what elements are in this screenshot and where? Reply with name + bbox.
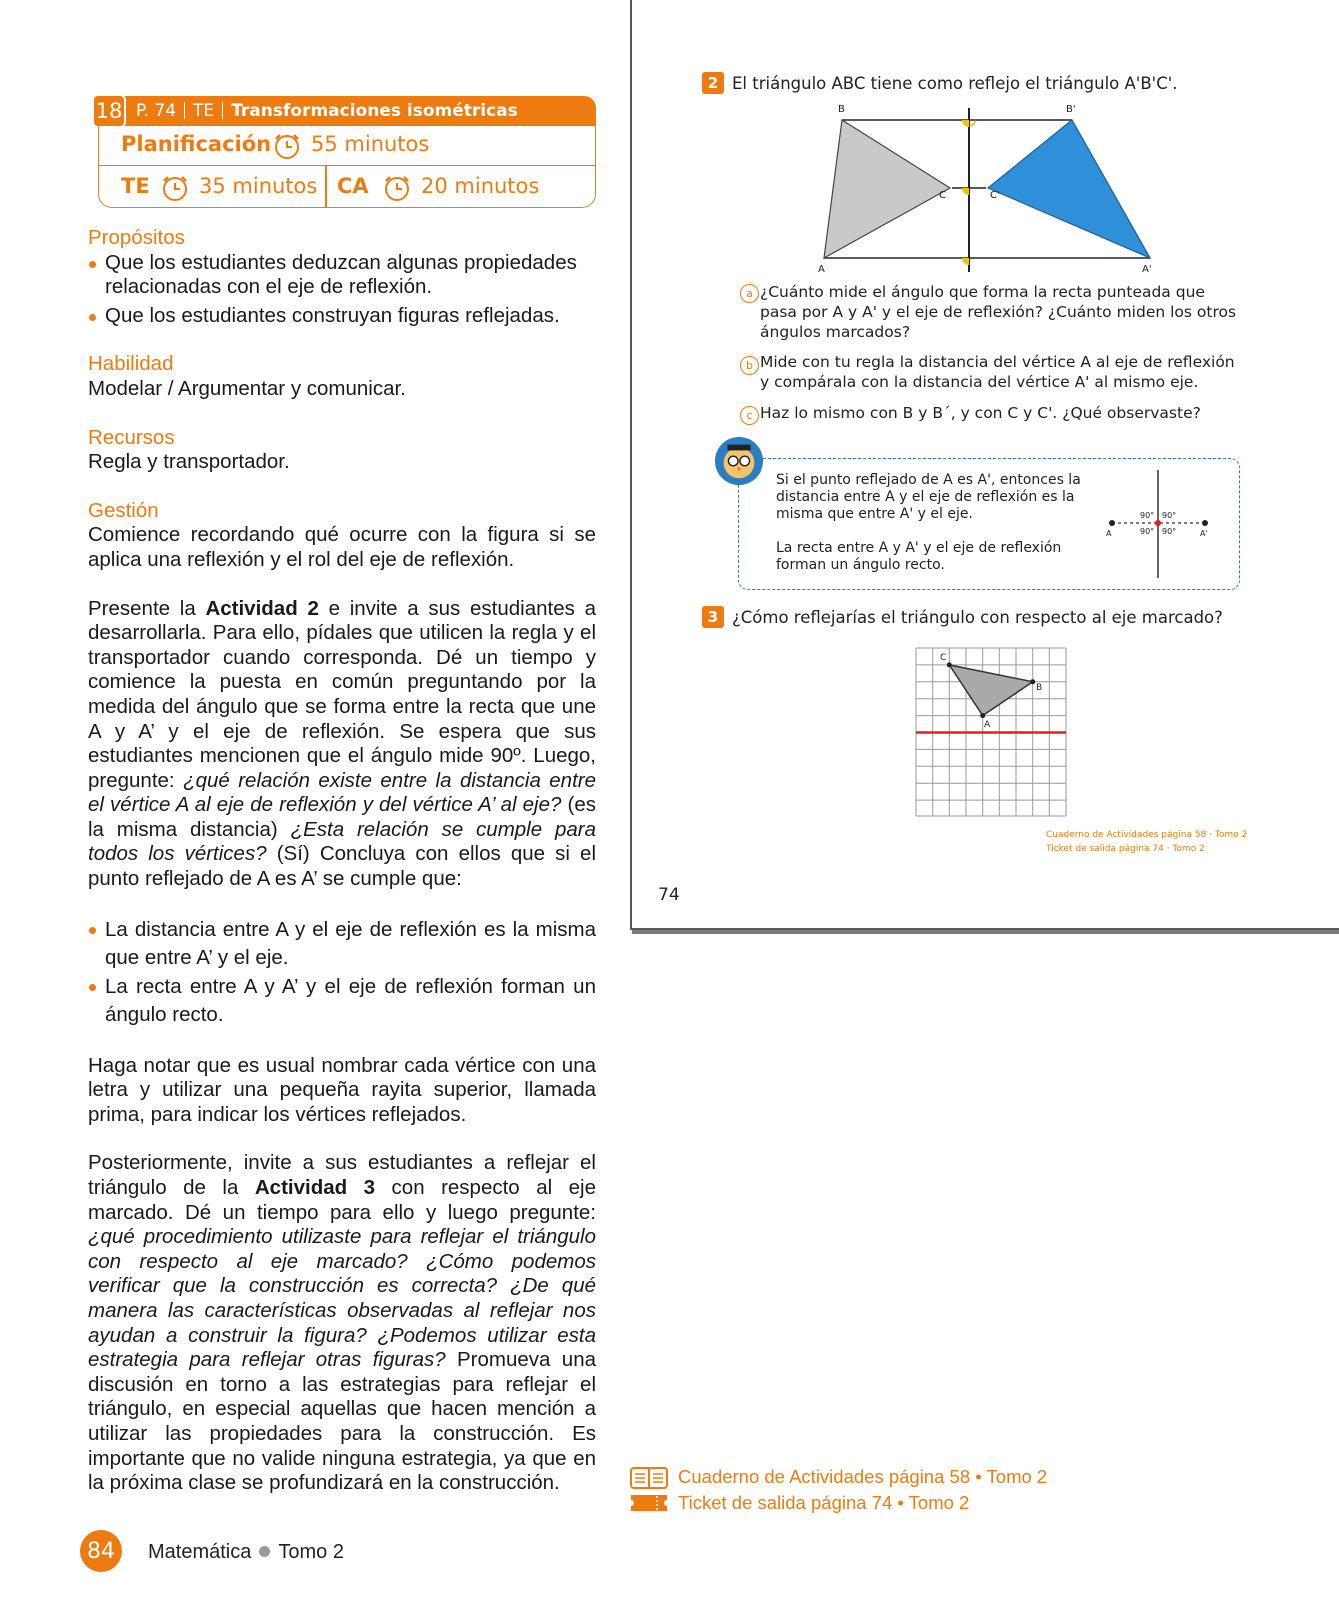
section-heading-gestion: Gestión	[88, 498, 159, 522]
lesson-title: Transformaciones isométricas	[231, 101, 518, 121]
question-text: El triángulo ABC tiene como reflejo el triángulo A'B'C'.	[732, 74, 1178, 93]
subquestion-b: Mide con tu regla la distancia del vértice A al eje de reflexión y compárala con la distancia del vértice A' al mismo eje.	[760, 353, 1235, 391]
teacher-guide-text	[88, 226, 596, 1496]
lesson-number-badge: 18	[92, 94, 126, 128]
svg-text:A: A	[984, 720, 991, 730]
svg-text:A': A'	[1200, 529, 1208, 538]
question-number: 2	[702, 72, 724, 94]
section-heading-propositos: Propósitos	[88, 226, 185, 249]
svg-text:90°: 90°	[1140, 527, 1155, 536]
notebook-icon	[630, 1467, 668, 1489]
purpose-item: Que los estudiantes deduzcan algunas propiedades relacionadas con el eje de reflexión.	[88, 251, 596, 300]
lesson-header-text	[136, 101, 518, 121]
vertex-label-a-prime: A'	[1142, 264, 1152, 275]
subquestion-mark: c	[740, 406, 759, 425]
clock-icon	[159, 174, 191, 202]
hint-text-distance: Si el punto reflejado de A es A', entonces la distancia entre A y el eje de reflexión es la misma que entre A' y el eje.	[776, 472, 1081, 522]
subquestion-a: ¿Cuánto mide el ángulo que forma la recta punteada que pasa por A y A' y el eje de reflexión? ¿Cuánto miden los otros ángulos marcados?	[760, 283, 1237, 341]
planning-minutes: 55 minutos	[311, 132, 430, 156]
vertex-label-c: C	[939, 190, 946, 201]
right-angle-mark	[962, 258, 969, 265]
ca-label: CA	[337, 174, 369, 198]
triangle-abc-reflected	[988, 120, 1150, 258]
ticket-icon	[630, 1493, 668, 1513]
owl-mascot-icon	[714, 436, 764, 486]
question-number: 3	[702, 606, 724, 628]
gestion-paragraph: Posteriormente, invite a sus estudiantes a reflejar el triángulo de la Actividad 3 con respecto al eje marcado. Dé un tiempo para ello y luego pregunte: ¿qué procedimiento utilizaste para reflejar el triángulo con respecto al eje marcado? ¿Cómo podemos verificar que la construcción es correcta? ¿De qué manera las características observadas al reflejar nos ayudan a construir la figura? ¿Podemos utilizar esta estrategia para reflejar otras figuras? Promueva una discusión en torno a las estrategias para reflejar el triángulo, en especial aquellas que hacen mención a utilizar las propiedades para la construcción. Es importante que no valide ninguna estrategia, ya que en la próxima clase se profundizará en la construcción.	[88, 1151, 596, 1495]
reflection-figure	[802, 100, 1202, 275]
page-number: 84	[80, 1530, 122, 1572]
vertex-label-c-prime: C'	[990, 190, 1000, 201]
section-heading-habilidad: Habilidad	[88, 352, 174, 376]
recursos-text: Regla y transportador.	[88, 450, 290, 474]
right-angle-mark	[962, 188, 969, 195]
student-page-references: Cuaderno de Actividades página 58 · Tomo 2 Ticket de salida página 74 · Tomo 2	[1046, 830, 1248, 854]
svg-text:C: C	[940, 653, 947, 663]
hint-text-right-angle: La recta entre A y A' y el eje de reflexión forman un ángulo recto.	[776, 540, 1062, 573]
subquestion-mark: b	[740, 356, 759, 375]
svg-text:A: A	[1106, 529, 1112, 538]
svg-text:90°: 90°	[1140, 511, 1155, 520]
perpendicular-diagram	[1100, 470, 1230, 578]
conclusion-item: La recta entre A y A’ y el eje de reflexión forman un ángulo recto.	[88, 973, 596, 1030]
svg-text:90°: 90°	[1162, 511, 1177, 520]
clock-icon	[381, 174, 413, 202]
vertex-label-b-prime: B'	[1066, 104, 1076, 115]
gestion-paragraph: Presente la Actividad 2 e invite a sus estudiantes a desarrollarla. Para ello, pídales que utilicen la regla y el transportador cuando corresponda. Dé un tiempo y comience la puesta en común preguntando por la medida del ángulo que se forma entre la recta que une A y A’ y el eje de reflexión. Se espera que sus estudiantes mencionen que el ángulo mide 90º. Luego, pregunte: ¿qué relación existe entre la distancia entre el vértice A al eje de reflexión y del vértice A’ al eje? (es la misma distancia) ¿Esta relación se cumple para todos los vértices? (Sí) Concluya con ellos que si el punto reflejado de A es A’ se cumple que:	[88, 596, 597, 891]
section-heading-recursos: Recursos	[88, 425, 175, 449]
right-angle-mark	[962, 120, 976, 127]
habilidad-text: Modelar / Argumentar y comunicar.	[88, 376, 406, 400]
subquestion-c: Haz lo mismo con B y B´, y con C y C'. ¿Qué observaste?	[760, 404, 1201, 422]
svg-text:90°: 90°	[1162, 527, 1177, 536]
conclusion-item: La distancia entre A y el eje de reflexión es la misma que entre A’ y el eje.	[88, 916, 596, 973]
clock-icon	[271, 132, 303, 160]
lesson-header-bar	[94, 96, 596, 126]
planning-table	[98, 126, 596, 208]
svg-text:B: B	[1036, 683, 1043, 693]
gestion-paragraph: Haga notar que es usual nombrar cada vértice con una letra y utilizar una pequeña rayita superior, llamada prima, para indicar los vértices reflejados.	[88, 1053, 596, 1126]
triangle-to-reflect	[949, 665, 1032, 716]
te-tag: TE	[193, 101, 215, 121]
vertex-label-b: B	[838, 104, 845, 115]
question-text: ¿Cómo reflejarías el triángulo con respecto al eje marcado?	[732, 608, 1223, 627]
grid-reflection-figure	[914, 646, 1068, 818]
triangle-abc	[824, 120, 950, 258]
student-page-scan	[630, 0, 1339, 930]
purpose-item: Que los estudiantes construyan figuras reflejadas.	[88, 304, 596, 329]
planning-label: Planificación	[121, 132, 272, 156]
student-page-number: 74	[658, 885, 680, 905]
page-ref: P. 74	[136, 101, 177, 121]
te-minutes: 35 minutos	[199, 174, 318, 198]
footer-subject: Matemática Tomo 2	[148, 1541, 344, 1563]
te-label: TE	[121, 174, 150, 198]
gestion-paragraph: Comience recordando qué ocurre con la figura si se aplica una reflexión y el rol del eje de reflexión.	[88, 523, 596, 571]
vertex-label-a: A	[818, 264, 825, 275]
ca-minutes: 20 minutos	[421, 174, 540, 198]
subquestion-mark: a	[740, 284, 759, 303]
lesson-header	[94, 96, 596, 208]
